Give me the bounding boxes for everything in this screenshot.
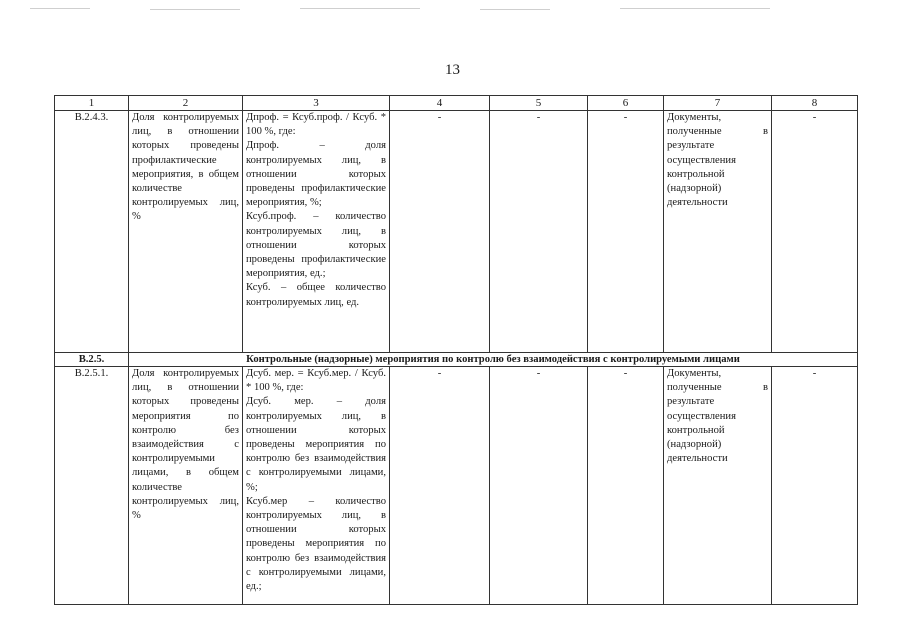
data-source: Документы, полученные в результате осуществления контрольной (надзорной) деятельности: [664, 111, 772, 353]
column-header: 3: [243, 96, 390, 111]
column-header: 1: [55, 96, 129, 111]
formula-definition: Дпроф. – доля контролируемых лиц, в отношении которых проведены профилактические мероприятия, %;: [246, 140, 386, 209]
formula-definition: Ксуб. – общее количество контролируемых лиц, ед.: [246, 282, 386, 308]
column-header: 8: [772, 96, 858, 111]
column-header: 7: [664, 96, 772, 111]
indicator-code: В.2.5.1.: [55, 367, 129, 605]
cell-col4: -: [390, 367, 490, 605]
column-header: 2: [129, 96, 243, 111]
cell-col5: -: [490, 367, 588, 605]
cell-col4: -: [390, 111, 490, 353]
indicator-name: Доля контролируемых лиц, в отношении которых проведены профилактические мероприятия, в общем количестве контролируемых лиц, %: [129, 111, 243, 353]
formula-definition: Дсуб. мер. – доля контролируемых лиц, в отношении которых проведены мероприятия по контролю без взаимодействия с контролируемыми лицами, %;: [246, 396, 386, 493]
indicator-code: В.2.4.3.: [55, 111, 129, 353]
formula-definition: Ксуб.проф. – количество контролируемых лиц, в отношении которых проведены профилактические мероприятия, ед.;: [246, 211, 386, 280]
formula-definition: Ксуб.мер – количество контролируемых лиц, в отношении которых проведены мероприятия по контролю без взаимодействия с контролируемыми лицами, ед.;: [246, 495, 386, 593]
indicator-name: Доля контролируемых лиц, в отношении которых проведены мероприятия по контролю без взаимодействия с контролируемыми лицами, в общем количестве контролируемых лиц, %: [129, 367, 243, 605]
table-row: [55, 111, 858, 353]
formula-main: Дсуб. мер. = Ксуб.мер. / Ксуб. * 100 %, где:: [246, 368, 386, 394]
section-title: Контрольные (надзорные) мероприятия по контролю без взаимодействия с контролируемыми лицами: [129, 353, 858, 367]
column-header: 4: [390, 96, 490, 111]
formula-main: Дпроф. = Ксуб.проф. / Ксуб. * 100 %, где:: [246, 112, 386, 138]
cell-col5: -: [490, 111, 588, 353]
scan-artifact: [150, 9, 240, 10]
section-code: В.2.5.: [55, 353, 129, 367]
cell-col8: -: [772, 111, 858, 353]
header-row: [55, 96, 858, 111]
cell-col8: -: [772, 367, 858, 605]
table-row: [55, 367, 858, 605]
cell-col6: -: [588, 111, 664, 353]
indicators-table: [54, 95, 858, 605]
section-row: [55, 353, 858, 367]
scan-artifact: [30, 8, 90, 9]
page-number: 13: [445, 62, 460, 78]
cell-col6: -: [588, 367, 664, 605]
scan-artifact: [300, 8, 420, 9]
indicator-formula: [243, 111, 390, 353]
scan-artifact: [620, 8, 770, 9]
scan-artifact: [480, 9, 550, 10]
column-header: 5: [490, 96, 588, 111]
column-header: 6: [588, 96, 664, 111]
data-source: Документы, полученные в результате осуществления контрольной (надзорной) деятельности: [664, 367, 772, 605]
indicator-formula: [243, 367, 390, 605]
